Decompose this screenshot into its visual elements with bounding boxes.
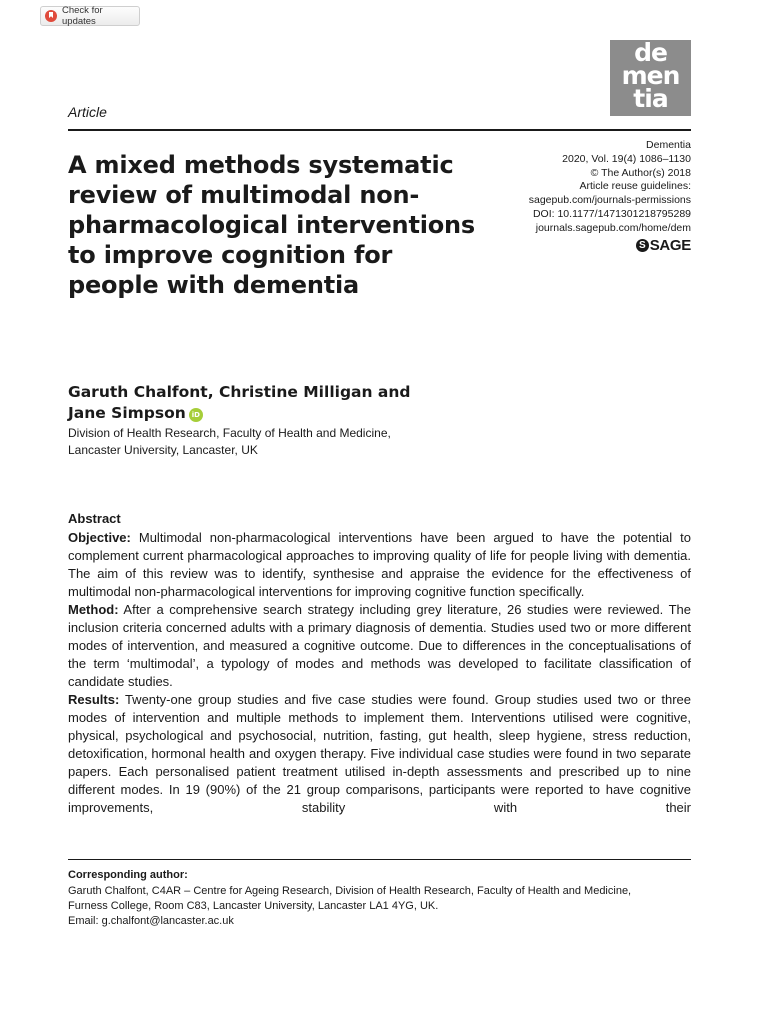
sage-s-icon: S <box>636 239 649 252</box>
authors <box>68 382 448 424</box>
abstract-results: Results: Twenty-one group studies and five case studies were found. Group studies used two or three modes of intervention and multiple methods to implement them. Interventions utilised were cognitive, physical, psychological and psychosocial, nutrition, fasting, gut health, sleep hygiene, stress reduction, detoxification, hormonal health and oxygen therapy. Five individual case studies were found in two separate papers. Each personalised patient treatment utilised in-depth assessments and prescribed up to nine different modes. In 19 (90%) of the 21 group comparisons, participants were reported to have cognitive improvements, stability with their <box>68 692 691 815</box>
header-divider <box>68 129 691 131</box>
affiliation: Division of Health Research, Faculty of Health and Medicine, Lancaster University, Lancaster, UK <box>68 426 391 457</box>
abstract-method: Method: After a comprehensive search strategy including grey literature, 26 studies were reviewed. The inclusion criteria concerned adults with a primary diagnosis of dementia. Studies used two or more different modes of intervention, and measured a cognitive outcome. Due to differences in the conceptualisations of the term ‘multimodal’, a typology of modes and methods was developed to facilitate classification of candidate studies. <box>68 602 691 689</box>
check-for-updates-button[interactable] <box>40 6 140 26</box>
orcid-icon[interactable]: iD <box>189 408 203 422</box>
publisher-name: SAGE <box>649 237 691 254</box>
check-for-updates-label: Check for updates <box>62 5 103 27</box>
authors-line-1: Garuth Chalfont, Christine Milligan and <box>68 383 411 401</box>
abstract-objective: Objective: Multimodal non-pharmacological interventions have been argued to have the potential to complement current pharmacological approaches to improving quality of life for people living with dementia. The aim of this review was to identify, synthesise and appraise the evidence for the effectiveness of multimodal non-pharmacological interventions for improving cognitive function specifically. <box>68 530 691 599</box>
corresponding-details: Garuth Chalfont, C4AR – Centre for Ageing Research, Division of Health Research, Faculty of Health and Medicine, Furness College, Room C83, Lancaster University, Lancaster LA1 4YG, UK. Email: g.chalfont@lancaster.ac.uk <box>68 884 691 929</box>
authors-line-2: Jane Simpson <box>68 404 186 422</box>
paper-title: A mixed methods systematic review of multimodal non-pharmacological interventions to improve cognition for people with dementia <box>68 151 476 299</box>
footnote-divider <box>68 859 691 860</box>
publisher-logo <box>636 237 691 254</box>
reuse-label: Article reuse guidelines: <box>579 180 691 193</box>
copyright: © The Author(s) 2018 <box>590 166 691 179</box>
abstract-body <box>68 529 691 817</box>
journal-logo: de men tia <box>610 40 691 116</box>
volume-info: 2020, Vol. 19(4) 1086–1130 <box>562 152 691 165</box>
journal-name: Dementia <box>646 139 691 151</box>
reuse-link[interactable]: sagepub.com/journals-permissions <box>528 194 691 207</box>
doi[interactable]: DOI: 10.1177/1471301218795289 <box>532 207 691 220</box>
bookmark-icon <box>45 10 57 22</box>
corresponding-email[interactable]: Email: g.chalfont@lancaster.ac.uk <box>68 915 234 927</box>
journal-home-link[interactable]: journals.sagepub.com/home/dem <box>535 221 691 234</box>
abstract-heading: Abstract <box>68 511 121 526</box>
article-type: Article <box>68 104 107 120</box>
journal-meta <box>529 139 691 236</box>
corresponding-heading: Corresponding author: <box>68 869 188 881</box>
